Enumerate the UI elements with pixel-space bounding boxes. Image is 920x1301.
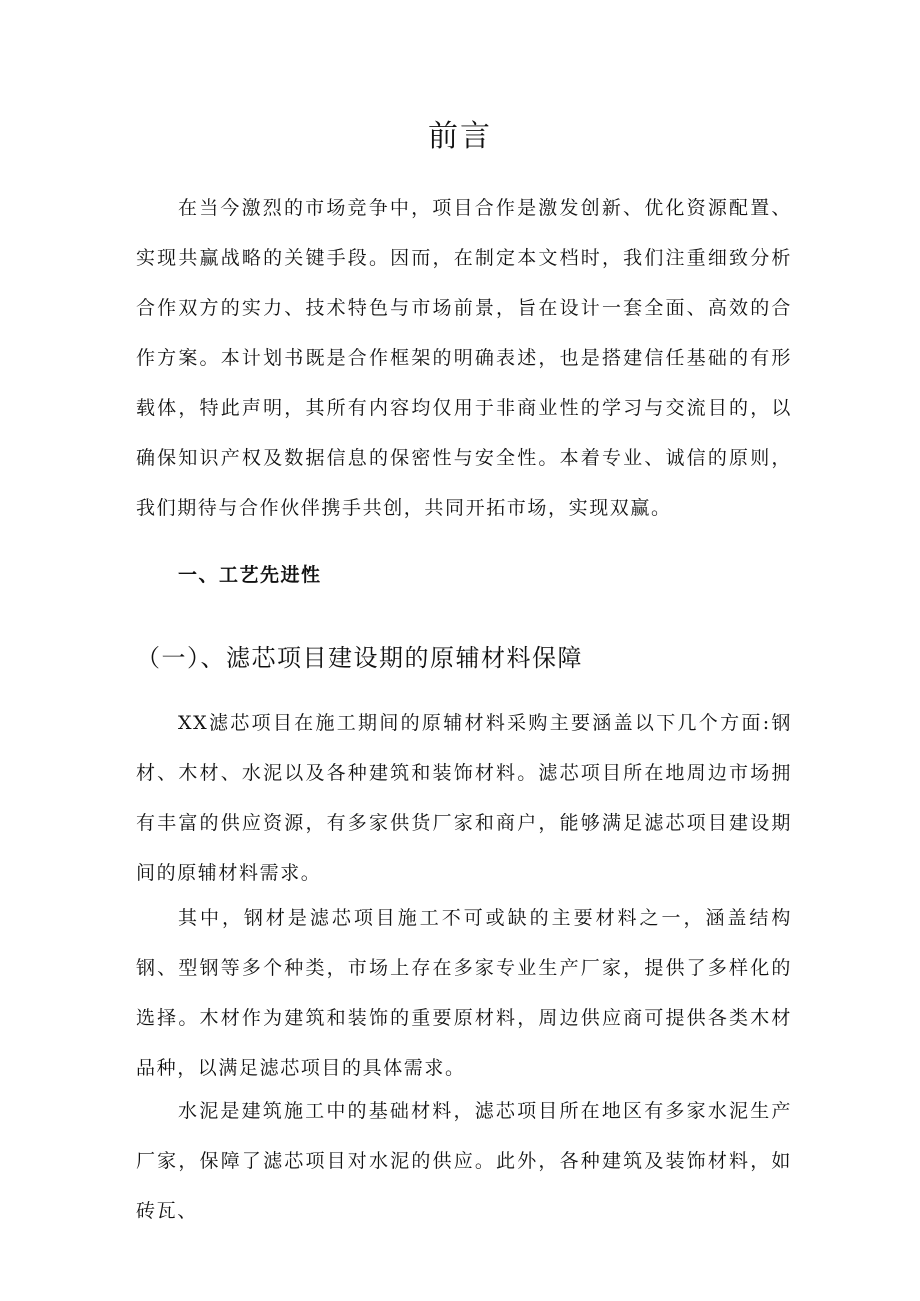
body-paragraph-3: 水泥是建筑施工中的基础材料，滤芯项目所在地区有多家水泥生产厂家，保障了滤芯项目对水泥的供应。此外，各种建筑及装饰材料，如砖瓦、: [136, 1100, 792, 1222]
section-heading: 一、工艺先进性: [178, 564, 322, 586]
intro-paragraph: 在当今激烈的市场竞争中，项目合作是激发创新、优化资源配置、实现共赢战略的关键手段。因而，在制定本文档时，我们注重细致分析合作双方的实力、技术特色与市场前景，旨在设计一套全面、高效的合作方案。本计划书既是合作框架的明确表述，也是搭建信任基础的有形载体，特此声明，其所有内容均仅用于非商业性的学习与交流目的，以确保知识产权及数据信息的保密性与安全性。本着专业、诚信的原则，我们期待与合作伙伴携手共创，共同开拓市场，实现双赢。: [136, 197, 792, 519]
subsection-heading: （一）、滤芯项目建设期的原辅材料保障: [136, 644, 583, 672]
body-paragraph-2: 其中，钢材是滤芯项目施工不可或缺的主要材料之一，涵盖结构钢、型钢等多个种类，市场上存在多家专业生产厂家，提供了多样化的选择。木材作为建筑和装饰的重要原材料，周边供应商可提供各类木材品种，以满足滤芯项目的具体需求。: [136, 907, 792, 1079]
page-title: 前言: [428, 119, 492, 154]
body-paragraph-1: XX滤芯项目在施工期间的原辅材料采购主要涵盖以下几个方面:钢材、木材、水泥以及各种建筑和装饰材料。滤芯项目所在地周边市场拥有丰富的供应资源，有多家供货厂家和商户，能够满足滤芯项目建设期间的原辅材料需求。: [136, 712, 792, 884]
